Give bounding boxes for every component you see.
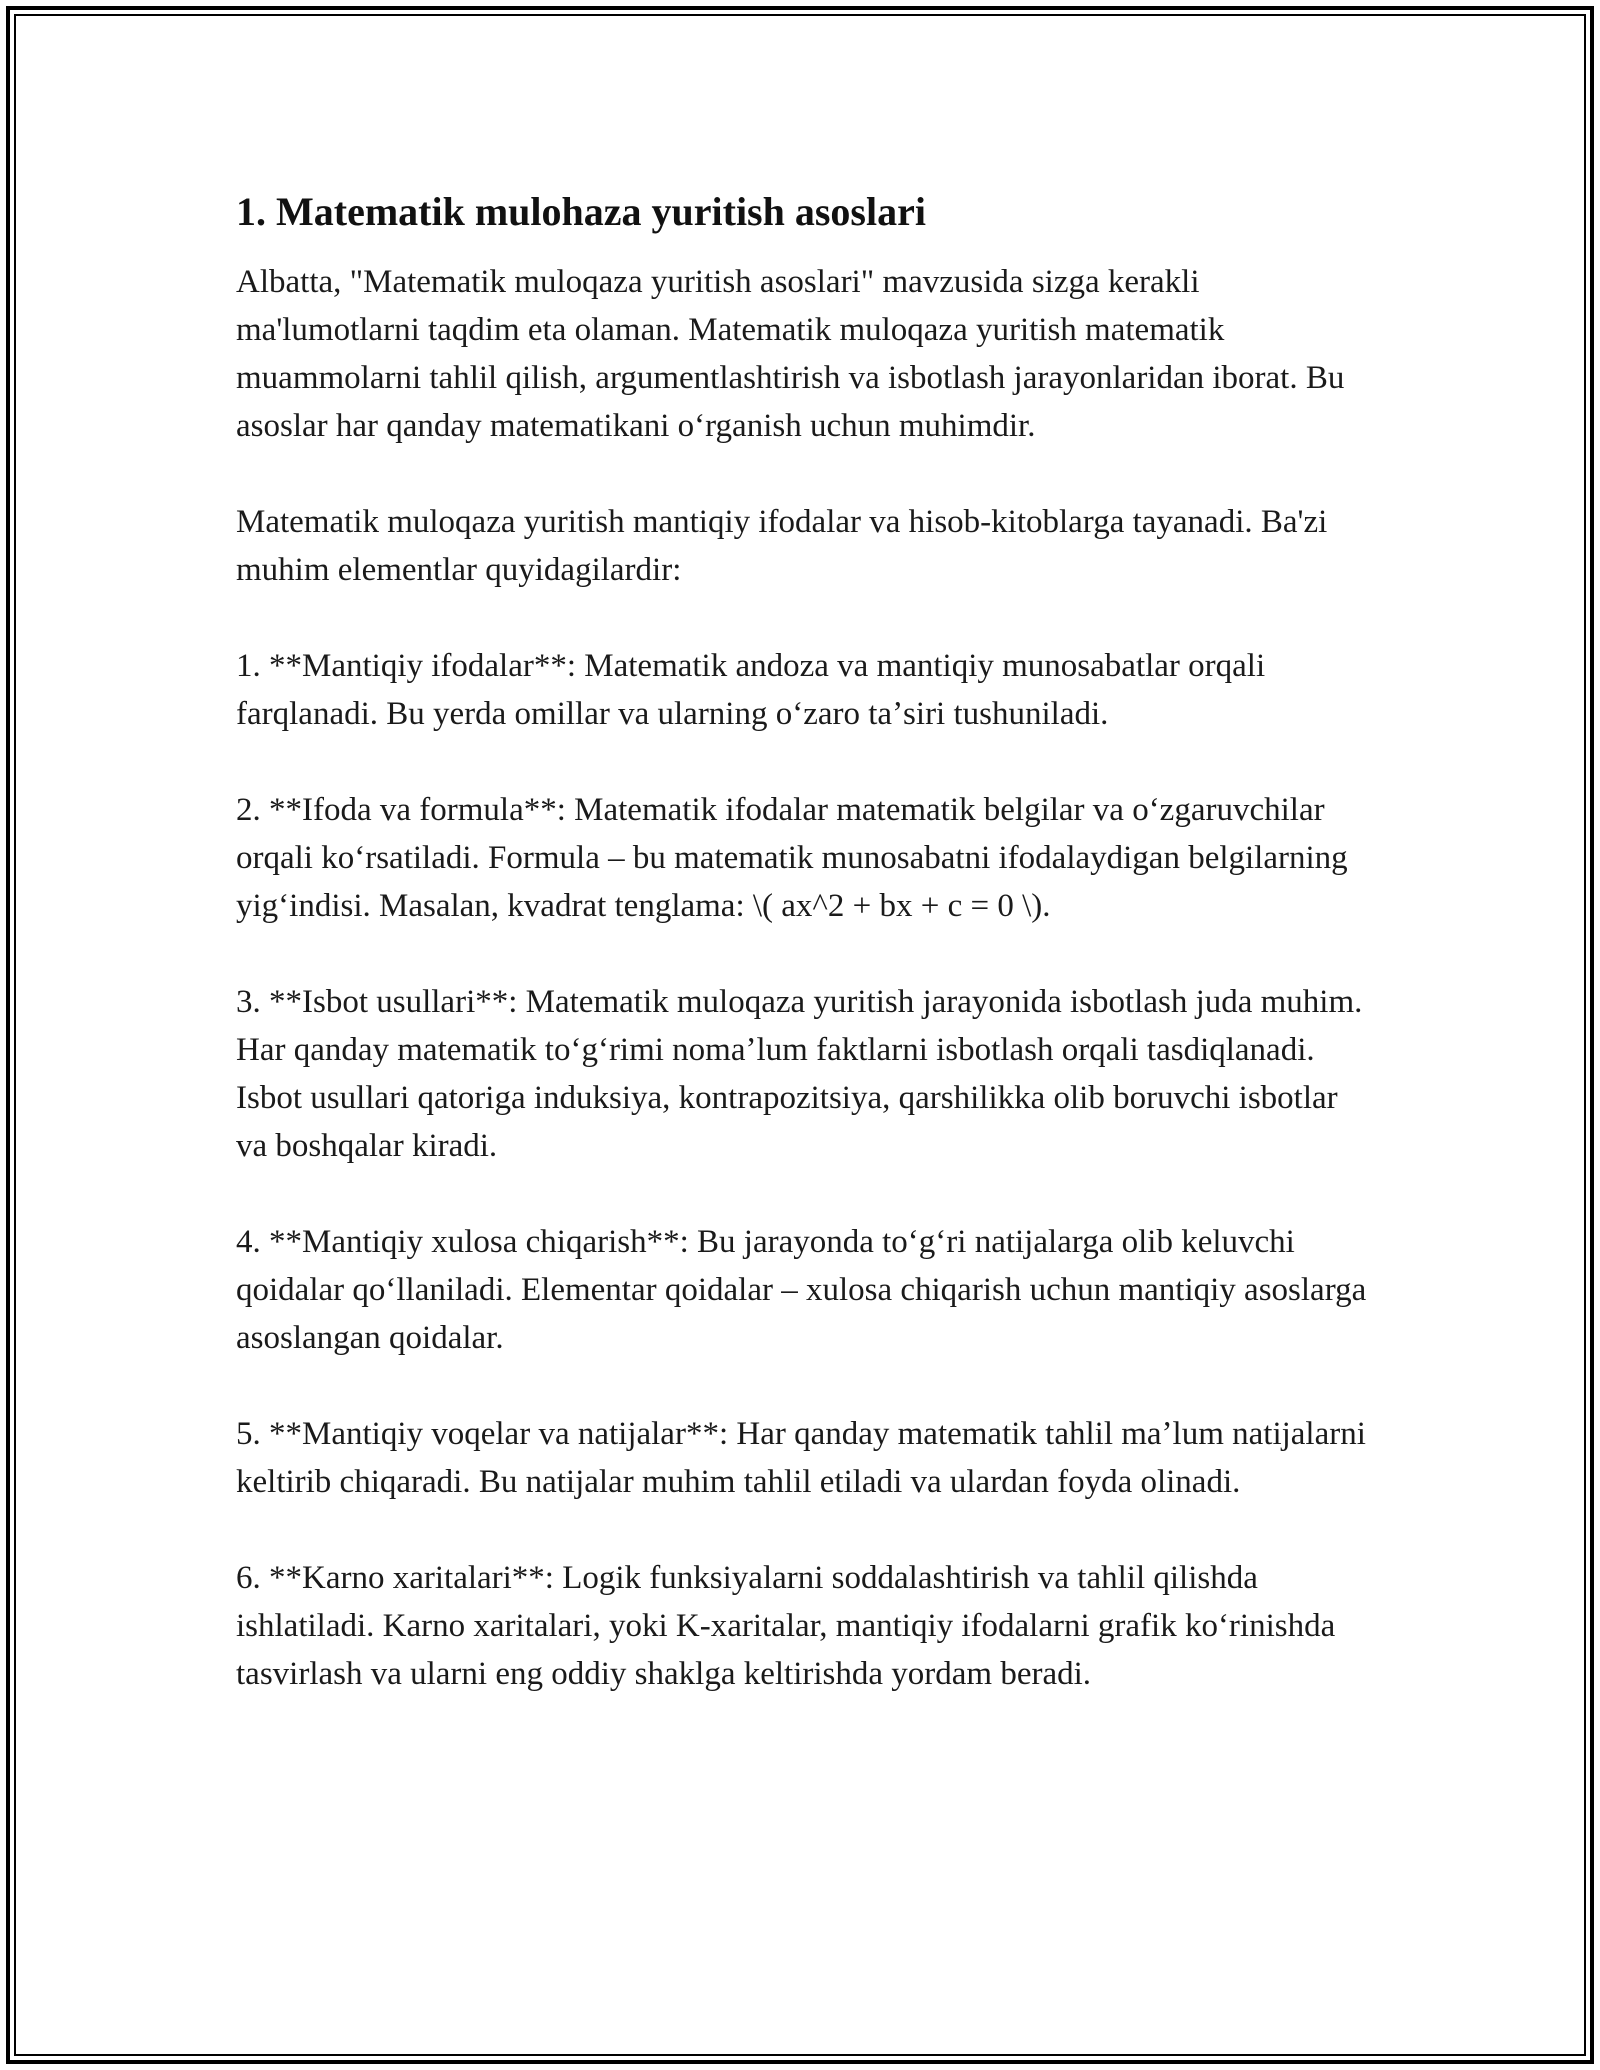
- list-item-voqelar-natijalar: 5. **Mantiqiy voqelar va natijalar**: Har qanday matematik tahlil maʼlum natijalarni keltirib chiqaradi. Bu natijalar muhim tahlil etiladi va ulardan foyda olinadi.: [236, 1416, 1366, 1500]
- document-body: [236, 186, 1376, 1698]
- list-item-mantiqiy-xulosa: 4. **Mantiqiy xulosa chiqarish**: Bu jarayonda toʻgʻri natijalarga olib keluvchi qoidalar qoʻllaniladi. Elementar qoidalar – xulosa chiqarish uchun mantiqiy asoslarga asoslangan qoidalar.: [236, 1224, 1367, 1356]
- elements-intro-paragraph: Matematik muloqaza yuritish mantiqiy ifodalar va hisob-kitoblarga tayanadi. Ba'zi muhim elementlar quyidagilardir:: [236, 504, 1328, 588]
- list-item-ifoda-va-formula: 2. **Ifoda va formula**: Matematik ifodalar matematik belgilar va oʻzgaruvchilar orqali koʻrsatiladi. Formula – bu matematik munosabatni ifodalaydigan belgilarning yigʻindisi. Masalan, kvadrat tenglama: \( ax^2 + bx + c = 0 \).: [236, 792, 1348, 924]
- intro-paragraph: Albatta, "Matematik muloqaza yuritish asoslari" mavzusida sizga kerakli ma'lumotlarni taqdim eta olaman. Matematik muloqaza yuritish matematik muammolarni tahlil qilish, argumentlashtirish va isbotlash jarayonlaridan iborat. Bu asoslar har qanday matematikani oʻrganish uchun muhimdir.: [236, 264, 1345, 444]
- list-item-mantiqiy-ifodalar: 1. **Mantiqiy ifodalar**: Matematik andoza va mantiqiy munosabatlar orqali farqlanadi. Bu yerda omillar va ularning oʻzaro taʼsiri tushuniladi.: [236, 648, 1266, 732]
- list-item-karno-xaritalari: 6. **Karno xaritalari**: Logik funksiyalarni soddalashtirish va tahlil qilishda ishlatiladi. Karno xaritalari, yoki K-xaritalar, mantiqiy ifodalarni grafik koʻrinishda tasvirlash va ularni eng oddiy shaklga keltirishda yordam beradi.: [236, 1560, 1336, 1692]
- list-item-isbot-usullari: 3. **Isbot usullari**: Matematik muloqaza yuritish jarayonida isbotlash juda muhim. Har qanday matematik toʻgʻrimi nomaʼlum faktlarni isbotlash orqali tasdiqlanadi. Isbot usullari qatoriga induksiya, kontrapozitsiya, qarshilikka olib boruvchi isbotlar va boshqalar kiradi.: [236, 984, 1363, 1164]
- section-heading: 1. Matematik mulohaza yuritish asoslari: [236, 189, 926, 234]
